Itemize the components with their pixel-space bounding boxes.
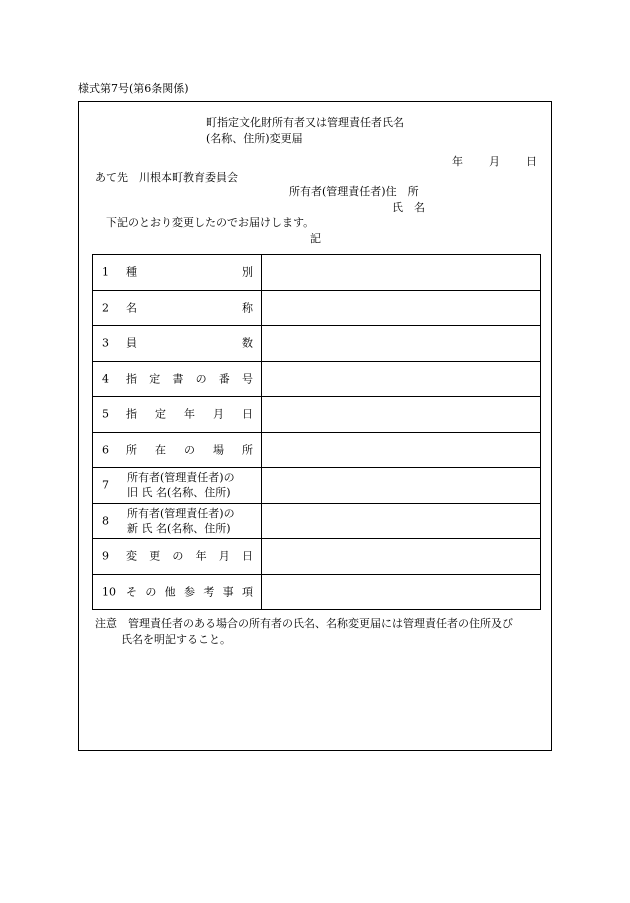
row-number: 8 <box>102 514 109 528</box>
row-label-double <box>127 470 253 500</box>
row-label-line2: 旧 氏 名(名称、住所) <box>127 486 231 500</box>
row-label: 変更の年月日 <box>126 549 253 563</box>
table-row <box>93 326 541 362</box>
note-line1: 注意 管理責任者のある場合の所有者の氏名、名称変更届には管理責任者の住所及び <box>95 617 513 630</box>
ki-heading: 記 <box>310 232 321 245</box>
row-label: 員数 <box>126 336 253 350</box>
form-title-line2: (名称、住所)変更届 <box>206 132 303 145</box>
row-number: 4 <box>102 372 109 386</box>
row-number: 3 <box>102 336 109 350</box>
form-number: 様式第7号(第6条関係) <box>78 82 189 95</box>
row-number: 1 <box>102 265 109 279</box>
row-value-field[interactable] <box>262 432 541 468</box>
date-year: 年 <box>452 155 463 168</box>
table-row <box>93 397 541 433</box>
row-label-line1: 所有者(管理責任者)の <box>127 471 235 485</box>
row-value-field[interactable] <box>262 290 541 326</box>
date-line <box>452 155 537 168</box>
row-value-field[interactable] <box>262 503 541 539</box>
row-label-line1: 所有者(管理責任者)の <box>127 506 235 520</box>
row-label-double <box>127 506 253 536</box>
date-day: 日 <box>526 155 537 168</box>
owner-name-label: 氏 名 <box>392 201 425 214</box>
date-month: 月 <box>489 155 500 168</box>
table-row <box>93 574 541 610</box>
row-value-field[interactable] <box>262 361 541 397</box>
row-value-field[interactable] <box>262 397 541 433</box>
row-label: 種別 <box>126 265 253 279</box>
table-row <box>93 290 541 326</box>
row-value-field[interactable] <box>262 326 541 362</box>
table-row <box>93 361 541 397</box>
row-label: その他参考事項 <box>126 585 253 599</box>
row-number: 10 <box>102 585 116 599</box>
row-label: 名称 <box>126 301 253 315</box>
row-value-field[interactable] <box>262 574 541 610</box>
row-value-field[interactable] <box>262 468 541 504</box>
table-row <box>93 432 541 468</box>
addressee: あて先 川根本町教育委員会 <box>95 171 238 184</box>
row-label-line2: 新 氏 名(名称、住所) <box>127 521 231 535</box>
row-number: 9 <box>102 549 109 563</box>
row-number: 6 <box>102 443 109 457</box>
table-row <box>93 255 541 291</box>
items-table <box>92 254 541 610</box>
row-number: 7 <box>102 478 109 492</box>
table-row <box>93 503 541 539</box>
row-number: 5 <box>102 407 109 421</box>
row-value-field[interactable] <box>262 255 541 291</box>
row-label: 所在の場所 <box>126 443 253 457</box>
note-line2: 氏名を明記すること。 <box>121 633 231 646</box>
owner-address-label: 所有者(管理責任者)住 所 <box>289 185 419 198</box>
form-title-line1: 町指定文化財所有者又は管理責任者氏名 <box>206 116 404 129</box>
row-label: 指定年月日 <box>126 407 253 421</box>
row-value-field[interactable] <box>262 539 541 575</box>
row-label: 指定書の番号 <box>126 372 253 386</box>
table-row <box>93 468 541 504</box>
table-row <box>93 539 541 575</box>
intro-text: 下記のとおり変更したのでお届けします。 <box>106 216 315 229</box>
row-number: 2 <box>102 301 109 315</box>
